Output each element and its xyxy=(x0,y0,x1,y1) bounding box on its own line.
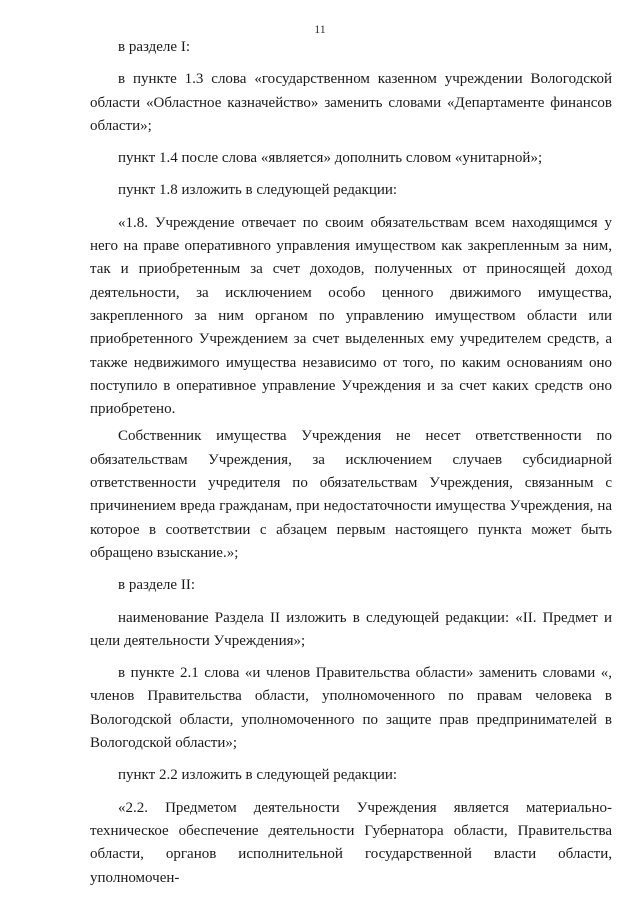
paragraph-item-1-8-text: «1.8. Учреждение отвечает по своим обязательствам всем находящимся у него на праве оперативного управления имуществом как закрепленным за ним, так и приобретенным за счет доходов, полученных от приносящей доход деятельности, за исключением особо ценного движимого имущества, закрепленного за ним органом по управлению имуществом области или приобретенного Учреждением за счет выделенных ему учредителем средств, а также недвижимого имущества независимо от того, по каким основаниям оно поступило в оперативное управление Учреждения и за счет каких средств оно приобретено. xyxy=(90,214,612,418)
paragraph-item-1-3: в пункте 1.3 слова «государственном казенном учреждении Вологодской области «Областное казначейство» заменить словами «Департаменте финансов области»; xyxy=(90,71,612,134)
paragraph-item-2-2-intro: пункт 2.2 изложить в следующей редакции: xyxy=(118,767,398,784)
paragraph-item-2-2-text: «2.2. Предметом деятельности Учреждения является материально-техническое обеспечение деятельности Губернатора области, Правительства области, органов исполнительной государственной власти области, уполномочен- xyxy=(90,799,612,886)
paragraph-section-2-heading: в разделе II: xyxy=(118,577,195,594)
page-number: 11 xyxy=(314,22,326,36)
paragraph-section-2-title: наименование Раздела II изложить в следующей редакции: «II. Предмет и цели деятельности Учреждения»; xyxy=(90,609,612,649)
paragraph-owner-liability: Собственник имущества Учреждения не несет ответственности по обязательствам Учреждения, за исключением случаев субсидиарной ответственности учредителя по обязательствам Учреждения, связанным с причинением вреда гражданам, при недостаточности имущества Учреждения, на которое в соответствии с абзацем первым настоящего пункта может быть обращено взыскание.»; xyxy=(90,428,612,561)
paragraph-item-1-4: пункт 1.4 после слова «является» дополнить словом «унитарной»; xyxy=(118,150,543,167)
document-body xyxy=(90,36,612,899)
paragraph-item-2-1: в пункте 2.1 слова «и членов Правительства области» заменить словами «, членов Правительства области, уполномоченного по правам человека в Вологодской области, уполномоченного по защите прав предпринимателей в Вологодской области»; xyxy=(90,665,612,752)
paragraph-section-1-heading: в разделе I: xyxy=(118,39,190,55)
paragraph-item-1-8-intro: пункт 1.8 изложить в следующей редакции: xyxy=(118,182,398,199)
